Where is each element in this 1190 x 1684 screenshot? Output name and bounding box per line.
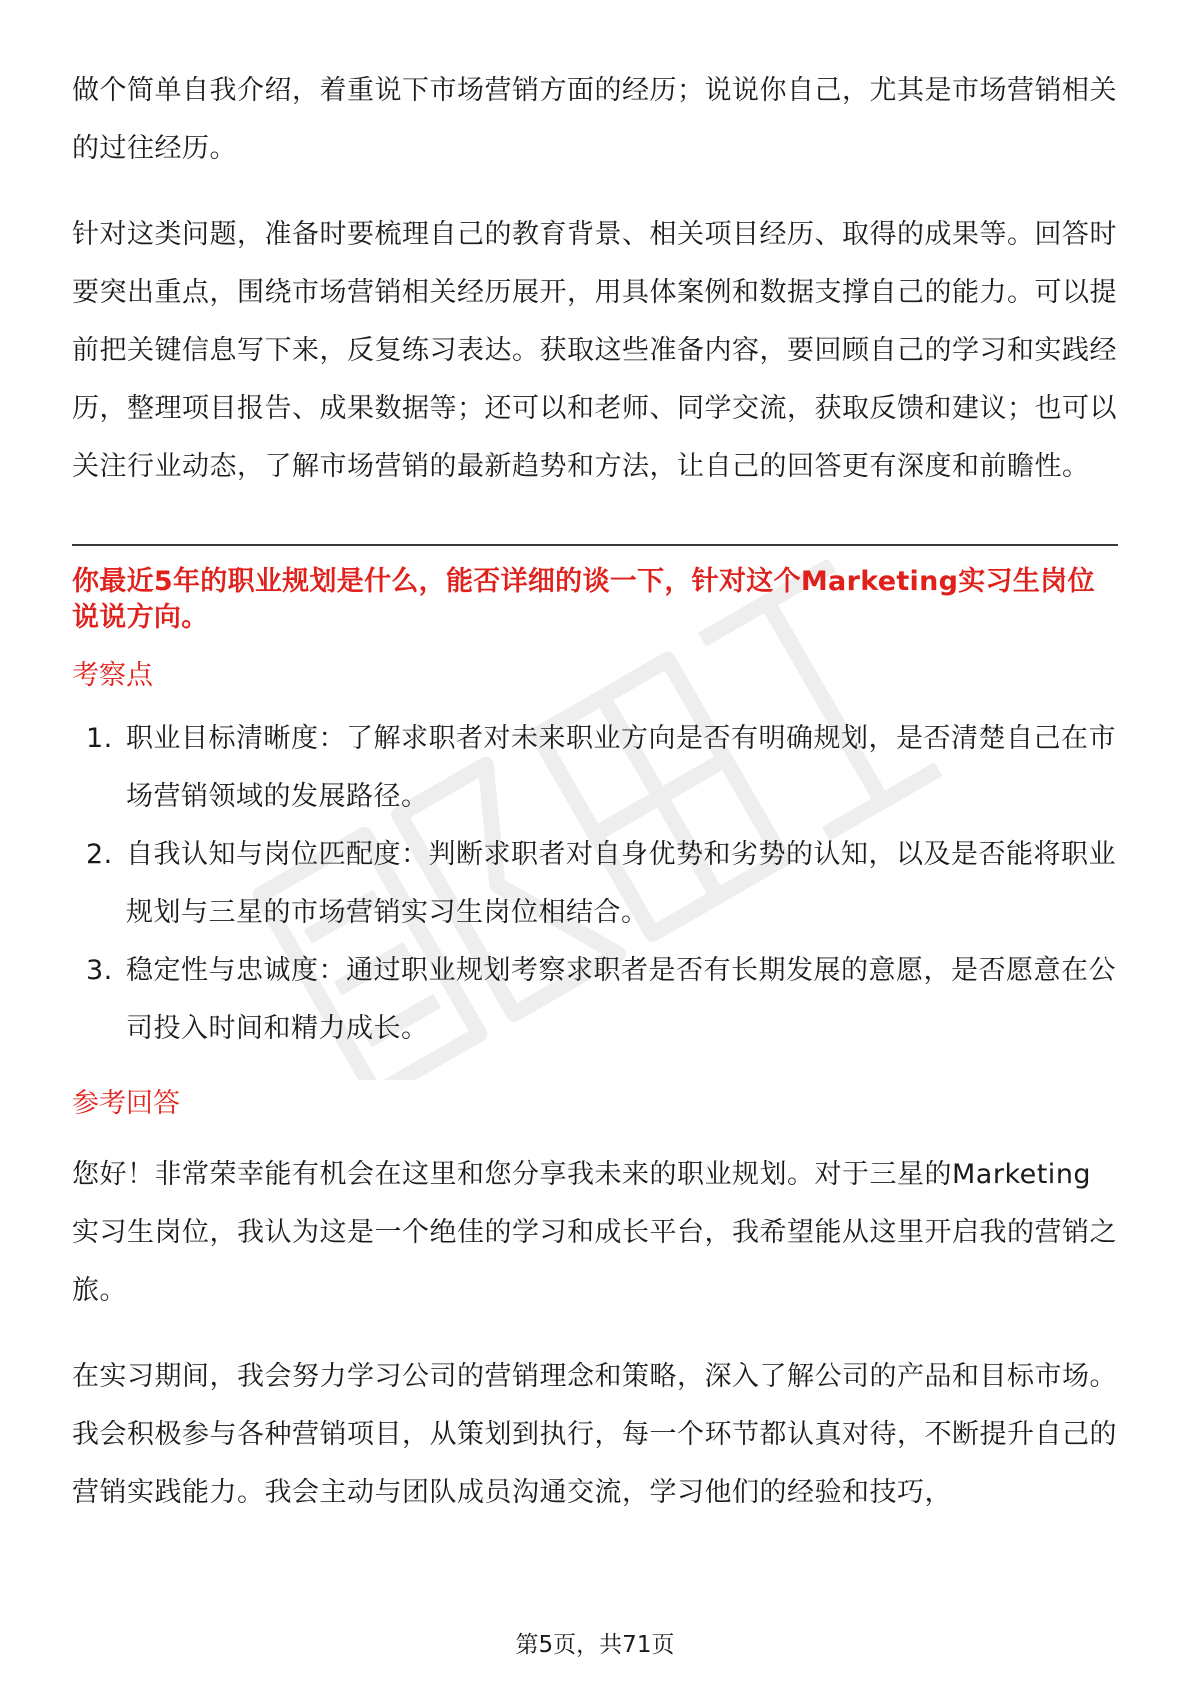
list-item-text: 稳定性与忠诚度：通过职业规划考察求职者是否有长期发展的意愿，是否愿意在公司投入时间和精力成长。 xyxy=(126,955,1116,1044)
question-heading: 你最近5年的职业规划是什么，能否详细的谈一下，针对这个Marketing实习生岗位说说方向。 xyxy=(72,566,1095,633)
list-item xyxy=(72,826,1118,942)
list-item xyxy=(72,710,1118,826)
page-footer: 第5页，共71页 xyxy=(515,1632,675,1658)
answer-paragraph-1: 您好！非常荣幸能有机会在这里和您分享我未来的职业规划。对于三星的Marketing实习生岗位，我认为这是一个绝佳的学习和成长平台，我希望能从这里开启我的营销之旅。 xyxy=(72,1159,1117,1306)
list-item xyxy=(72,942,1118,1058)
intro-paragraph-2: 针对这类问题，准备时要梳理自己的教育背景、相关项目经历、取得的成果等。回答时要突出重点，围绕市场营销相关经历展开，用具体案例和数据支撑自己的能力。可以提前把关键信息写下来，反复练习表达。获取这些准备内容，要回顾自己的学习和实践经历，整理项目报告、成果数据等；还可以和老师、同学交流，获取反馈和建议；也可以关注行业动态，了解市场营销的最新趋势和方法，让自己的回答更有深度和前瞻性。 xyxy=(72,219,1117,482)
answer-title: 参考回答 xyxy=(72,1088,180,1119)
section-divider xyxy=(72,544,1118,546)
list-item-text: 职业目标清晰度：了解求职者对未来职业方向是否有明确规划，是否清楚自己在市场营销领域的发展路径。 xyxy=(126,723,1116,812)
list-item-text: 自我认知与岗位匹配度：判断求职者对自身优势和劣势的认知，以及是否能将职业规划与三星的市场营销实习生岗位相结合。 xyxy=(126,839,1116,928)
answer-paragraph-2: 在实习期间，我会努力学习公司的营销理念和策略，深入了解公司的产品和目标市场。我会积极参与各种营销项目，从策划到执行，每一个环节都认真对待，不断提升自己的营销实践能力。我会主动与团队成员沟通交流，学习他们的经验和技巧， xyxy=(72,1361,1117,1508)
document-page xyxy=(72,62,1118,1522)
intro-paragraph-1: 做个简单自我介绍，着重说下市场营销方面的经历；说说你自己，尤其是市场营销相关的过往经历。 xyxy=(72,75,1117,164)
focus-list xyxy=(72,710,1118,1058)
list-item-number: 3. xyxy=(86,955,113,986)
focus-title: 考察点 xyxy=(72,660,153,691)
list-item-number: 1. xyxy=(86,723,113,754)
list-item-number: 2. xyxy=(86,839,113,870)
